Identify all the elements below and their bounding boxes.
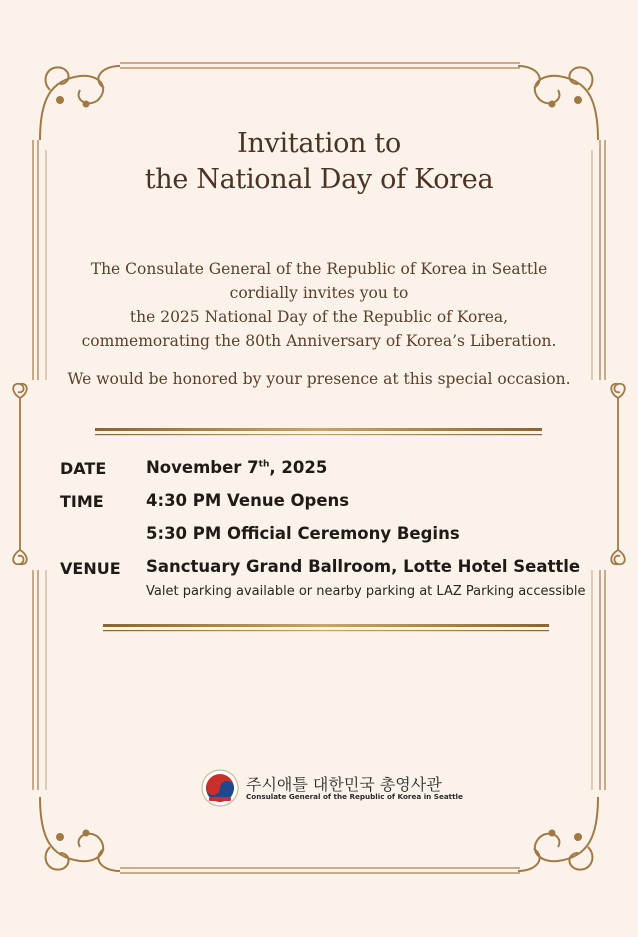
intro-line-4: commemorating the 80th Anniversary of Korea’s Liberation. [81,332,557,350]
logo-english-text: Consulate General of the Republic of Korea in Seattle [246,792,463,801]
divider-top [95,428,542,435]
logo-korean-text: 주시애틀 대한민국 총영사관 [246,775,442,794]
venue-note: Valet parking available or nearby parking at LAZ Parking accessible [146,584,586,599]
date-value: November 7th, 2025 [146,458,328,477]
venue-label: VENUE [60,559,121,578]
corner-ornament-bottom-right [518,797,598,871]
title-line-1: Invitation to [237,128,401,159]
time-label: TIME [60,492,104,511]
intro-paragraph [30,257,608,353]
intro-line-5: We would be honored by your presence at this special occasion. [67,370,571,388]
divider-bottom [103,624,549,631]
intro-line-2: cordially invites you to [229,284,409,302]
event-details [60,458,600,608]
time-value-2: 5:30 PM Official Ceremony Begins [146,524,460,543]
side-ornament-right [611,384,625,565]
corner-ornament-bottom-left [40,797,120,871]
intro-line-3: the 2025 National Day of the Republic of Korea, [129,308,509,326]
title-line-2: the National Day of Korea [144,164,494,195]
date-label: DATE [60,459,107,478]
consulate-logo [200,768,463,808]
side-ornament-left [13,384,27,565]
venue-name: Sanctuary Grand Ballroom, Lotte Hotel Seattle [146,557,581,576]
consulate-emblem-icon [200,768,240,808]
intro-line-1: The Consulate General of the Republic of Korea in Seattle [90,260,548,278]
time-value-1: 4:30 PM Venue Opens [146,491,350,510]
